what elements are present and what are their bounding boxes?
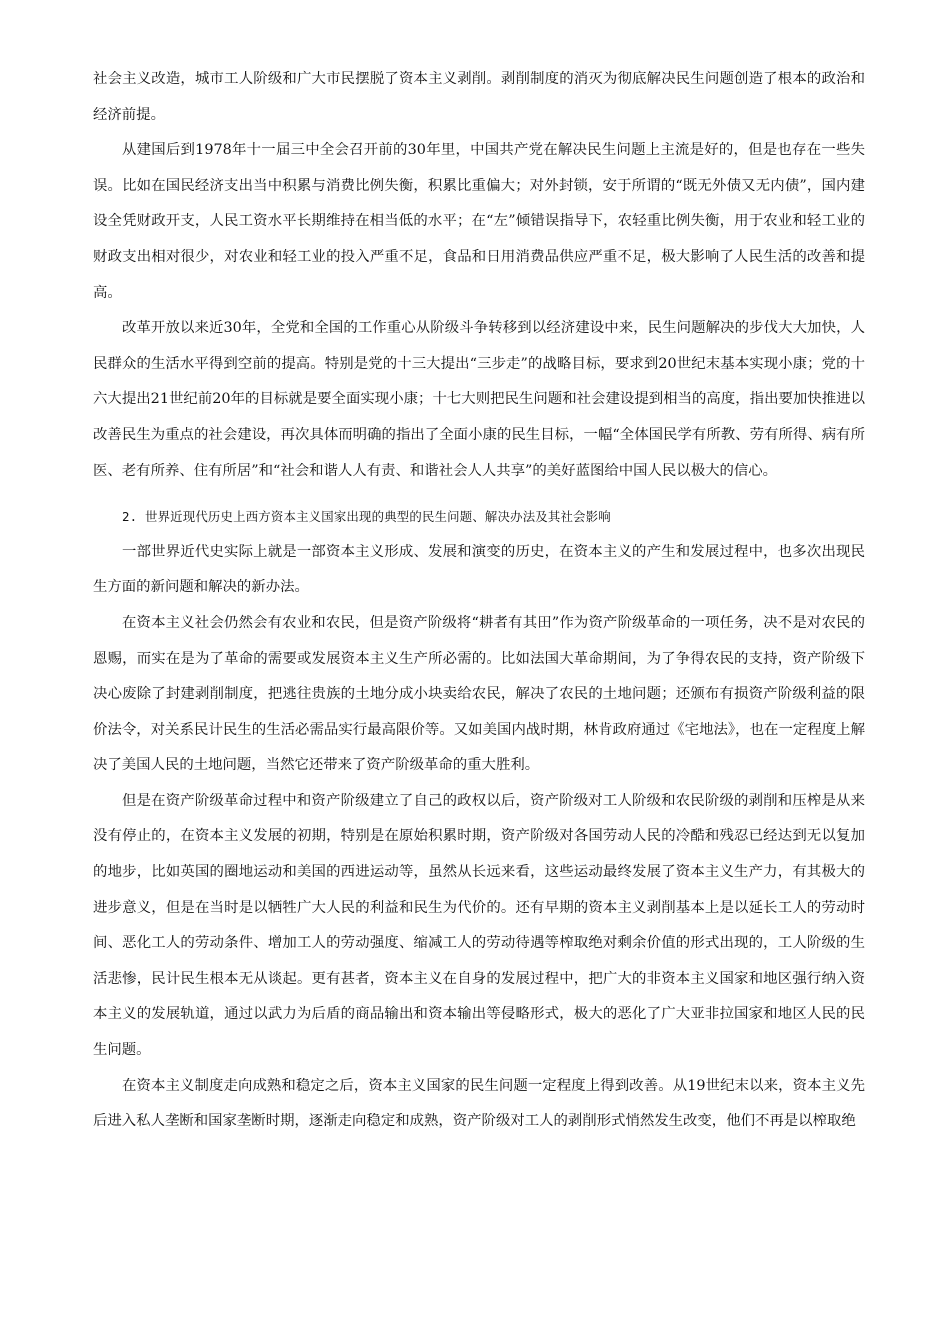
section-heading: 2. 世界近现代历史上西方资本主义国家出现的典型的民生问题、解决办法及其社会影响 xyxy=(122,509,611,525)
paragraph-world-history-intro: 一部世界近代史实际上就是一部资本主义形成、发展和演变的历史，在资本主义的产生和发展过程中，也多次出现民生方面的新问题和解决的新办法。 xyxy=(93,543,865,596)
paragraph-exploitation: 但是在资产阶级革命过程中和资产阶级建立了自己的政权以后，资产阶级对工人阶级和农民阶级的剥削和压榨是从来没有停止的，在资本主义发展的初期，特别是在原始积累时期，资产阶级对各国劳动人民的冷酷和残忍已经达到无以复加的地步，比如英国的圈地运动和美国的西进运动等，虽然从长远来看，这些运动最终发展了资本主义生产力，有其极大的进步意义，但是在当时是以牺牲广大人民的利益和民生为代价的。还有早期的资本主义剥削基本上是以延长工人的劳动时间、恶化工人的劳动条件、增加工人的劳动强度、缩减工人的劳动待遇等榨取绝对剩余价值的形式出现的，工人阶级的生活悲惨，民计民生根本无从谈起。更有甚者，资本主义在自身的发展过程中，把广大的非资本主义国家和地区强行纳入资本主义的发展轨道，通过以武力为后盾的商品输出和资本输出等侵略形式，极大的恶化了广大亚非拉国家和地区人民的民生问题。 xyxy=(93,792,865,1059)
paragraph-land-to-tiller: 在资本主义社会仍然会有农业和农民，但是资产阶级将“耕者有其田”作为资产阶级革命的一项任务，决不是对农民的恩赐，而实在是为了革命的需要或发展资本主义生产所必需的。比如法国大革命期间，为了争得农民的支持，资产阶级下决心废除了封建剥削制度，把逃往贵族的土地分成小块卖给农民，解决了农民的土地问题；还颁布有损资产阶级利益的限价法令，对关系民计民生的生活必需品实行最高限价等。又如美国内战时期，林肯政府通过《宅地法》，也在一定程度上解决了美国人民的土地问题，当然它还带来了资产阶级革命的重大胜利。 xyxy=(93,614,865,774)
document-body xyxy=(93,62,865,1140)
paragraph-reform-era: 改革开放以来近30年，全党和全国的工作重心从阶级斗争转移到以经济建设中来，民生问题解决的步伐大大加快，人民群众的生活水平得到空前的提高。特别是党的十三大提出“三步走”的战略目标，要求到20世纪末基本实现小康；党的十六大提出21世纪前20年的目标就是要全面实现小康；十七大则把民生问题和社会建设提到相当的高度，指出要加快推进以改善民生为重点的社会建设，再次具体而明确的指出了全面小康的民生目标，一幅“全体国民学有所教、劳有所得、病有所医、老有所养、住有所居”和“社会和谐人人有责、和谐社会人人共享”的美好蓝图给中国人民以极大的信心。 xyxy=(93,320,865,479)
paragraph-mature-capitalism: 在资本主义制度走向成熟和稳定之后，资本主义国家的民生问题一定程度上得到改善。从19世纪末以来，资本主义先后进入私人垄断和国家垄断时期，逐渐走向稳定和成熟，资产阶级对工人的剥削形式悄然发生改变，他们不再是以榨取绝 xyxy=(93,1077,865,1130)
paragraph-pre-reform-mistakes: 从建国后到1978年十一届三中全会召开前的30年里，中国共产党在解决民生问题上主流是好的，但是也存在一些失误。比如在国民经济支出当中积累与消费比例失衡，积累比重偏大；对外封锁，安于所谓的“既无外债又无内债”，国内建设全凭财政开支，人民工资水平长期维持在相当低的水平；在“左”倾错误指导下，农轻重比例失衡，用于农业和轻工业的财政支出相对很少，对农业和轻工业的投入严重不足，食品和日用消费品供应严重不足，极大影响了人民生活的改善和提高。 xyxy=(93,142,865,301)
paragraph-continuation: 社会主义改造，城市工人阶级和广大市民摆脱了资本主义剥削。剥削制度的消灭为彻底解决民生问题创造了根本的政治和经济前提。 xyxy=(93,71,865,123)
